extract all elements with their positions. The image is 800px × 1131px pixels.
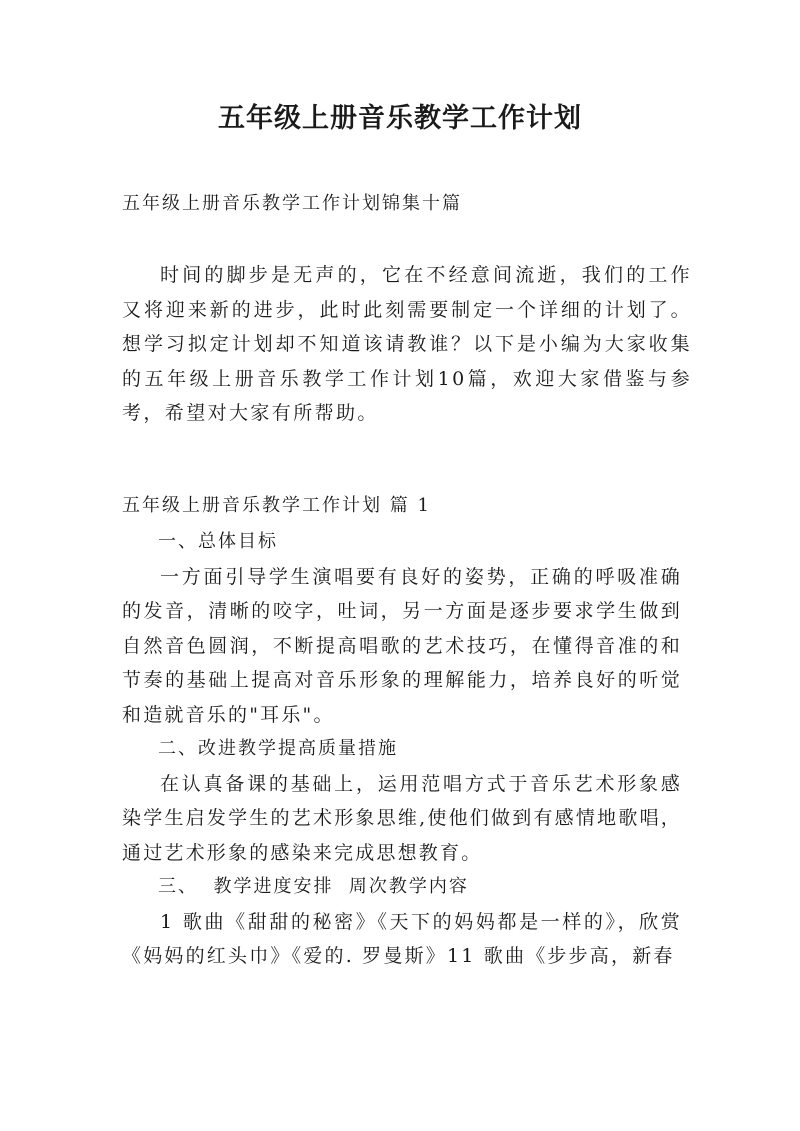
goal-paragraph: 一方面引导学生演唱要有良好的姿势，正确的呼吸准确的发音，清晰的咬字，吐词，另一方面是逐步要求学生做到自然音色圆润，不断提高唱歌的艺术技巧，在懂得音准的和节奏的基础上提高对音乐形象的理解能力，培养良好的听觉和造就音乐的"耳乐"。 <box>122 565 682 726</box>
section-body <box>122 525 682 974</box>
measures-paragraph: 在认真备课的基础上，运用范唱方式于音乐艺术形象感染学生启发学生的艺术形象思维,使他们做到有感情地歌唱，通过艺术形象的感染来完成思想教育。 <box>122 772 682 864</box>
document-title: 五年级上册音乐教学工作计划 <box>218 103 582 134</box>
schedule-paragraph: 1 歌曲《甜甜的秘密》《天下的妈妈都是一样的》，欣赏《妈妈的红头巾》《爱的. 罗曼斯》11 歌曲《步步高，新春 <box>122 910 682 967</box>
intro-paragraph: 时间的脚步是无声的，它在不经意间流逝，我们的工作又将迎来新的进步，此时此刻需要制定一个详细的计划了。想学习拟定计划却不知道该请教谁？以下是小编为大家收集的五年级上册音乐教学工作计划10篇，欢迎大家借鉴与参考，希望对大家有所帮助。 <box>122 264 692 424</box>
goal-heading: 一、总体目标 <box>158 531 278 552</box>
schedule-heading: 三、 教学进度安排 周次教学内容 <box>158 876 469 897</box>
section-heading: 五年级上册音乐教学工作计划 篇 1 <box>122 495 431 516</box>
measures-heading: 二、改进教学提高质量措施 <box>158 738 398 759</box>
document-subtitle: 五年级上册音乐教学工作计划锦集十篇 <box>122 193 462 214</box>
